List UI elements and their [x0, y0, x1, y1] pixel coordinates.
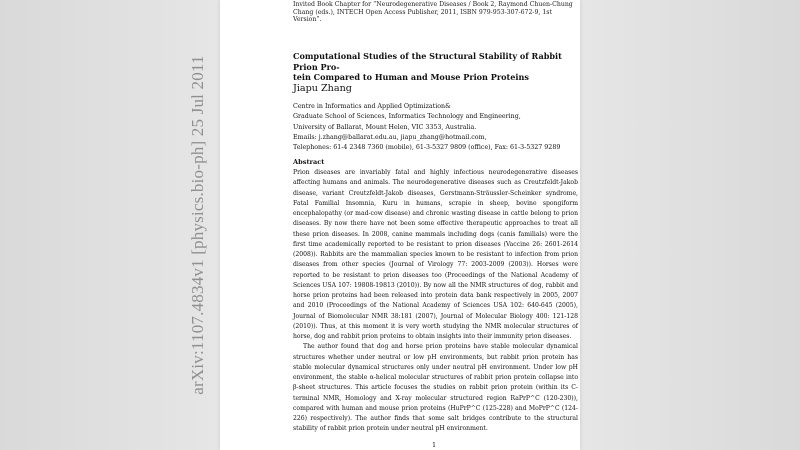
affiliation-block [293, 102, 578, 153]
document-page [220, 0, 580, 450]
header-note [293, 1, 578, 24]
page-number: 1 [432, 441, 437, 449]
paper-title-line-2: tein Compared to Human and Mouse Prion Proteins [293, 72, 529, 82]
right-backdrop [580, 0, 800, 450]
affiliation-line-1: Centre in Informatics and Applied Optimization& [293, 103, 451, 110]
author-name: Jiapu Zhang [293, 83, 352, 94]
left-backdrop [0, 0, 220, 450]
abstract-heading: Abstract [293, 158, 325, 166]
affiliation-phones: Telephones: 61-4 2348 7360 (mobile), 61-3-5327 9809 (office), Fax: 61-3-5327 9289 [293, 144, 561, 152]
paper-title [293, 51, 578, 83]
abstract-paragraph-2: The author found that dog and horse prion proteins have stable molecular dynamical structures whether under neutral or low pH environments, but rabbit prion protein has stable molecular dynamical structures only under neutral pH environment. Under low pH environment, the stable α-helical molecular structures of rabbit prion protein collapse into β-sheet structures. This article focuses the studies on rabbit prion protein (within its C-terminal NMR, Homology and X-ray molecular structured region RaPrP^C (120-230)), compared with human and mouse prion proteins (HuPrP^C (125-228) and MoPrP^C (124-226) respectively). The author finds that some salt bridges contribute to the structural stability of rabbit prion protein under neutral pH environment. [293, 343, 578, 433]
abstract-paragraph-1: Prion diseases are invariably fatal and highly infectious neurodegenerative diseases affecting humans and animals. The neurodegenerative diseases such as Creutzfeldt-Jakob disease, variant Creutzfeldt-Jakob diseases, Gerstmann-Sträussler-Scheinker syndrome, Fatal Familial Insomnia, Kuru in humans, scrapie in sheep, bovine spongiform encephalopathy (or mad-cow disease) and chronic wasting disease in cattle belong to prion diseases. By now there have not been some effective therapeutic approaches to treat all these prion diseases. In 2008, canine mammals including dogs (canis familials) were the first time academically reported to be resistant to prion diseases (Vaccine 26: 2601-2614 (2008)). Rabbits are the mammalian species known to be resistant to infection from prion diseases from other species (Journal of Virology 77: 2003-2009 (2003)). Horses were reported to be resistant to prion diseases too (Proceedings of the National Academy of Sciences USA 107: 19808-19813 (2010)). By now all the NMR structures of dog, rabbit and horse prion proteins had been released into protein data bank respectively in 2005, 2007 and 2010 (Proceedings of the National Academy of Sciences USA 102: 640-645 (2005), Journal of Biomolecular NMR 38:181 (2007), Journal of Molecular Biology 400: 121-128 (2010)). Thus, at this moment it is very worth studying the NMR molecular structures of horse, dog and rabbit prion proteins to obtain insights into their immunity prion diseases. [293, 169, 578, 340]
affiliation-line-3: University of Ballarat, Mount Helen, VIC 3353, Australia. [293, 123, 477, 131]
arxiv-id-text: arXiv:1107.4834v1 [physics.bio-ph] 25 Jul 2011 [188, 55, 207, 395]
affiliation-emails: Emails: j.zhang@ballarat.edu.au, jiapu_zhang@hotmail.com, [293, 133, 487, 141]
abstract-body [293, 168, 578, 435]
affiliation-line-2: Graduate School of Sciences, Informatics Technology and Engineering, [293, 113, 521, 121]
paper-title-line-1: Computational Studies of the Structural Stability of Rabbit Prion Pro- [293, 51, 562, 72]
header-note-line-2: Chang (eds.), INTECH Open Access Publisher, 2011, ISBN 979-953-307-672-9, 1st Version”. [293, 8, 552, 24]
header-note-line-1: Invited Book Chapter for “Neurodegenerative Diseases / Book 2, Raymond Chuen-Chung [293, 1, 573, 8]
